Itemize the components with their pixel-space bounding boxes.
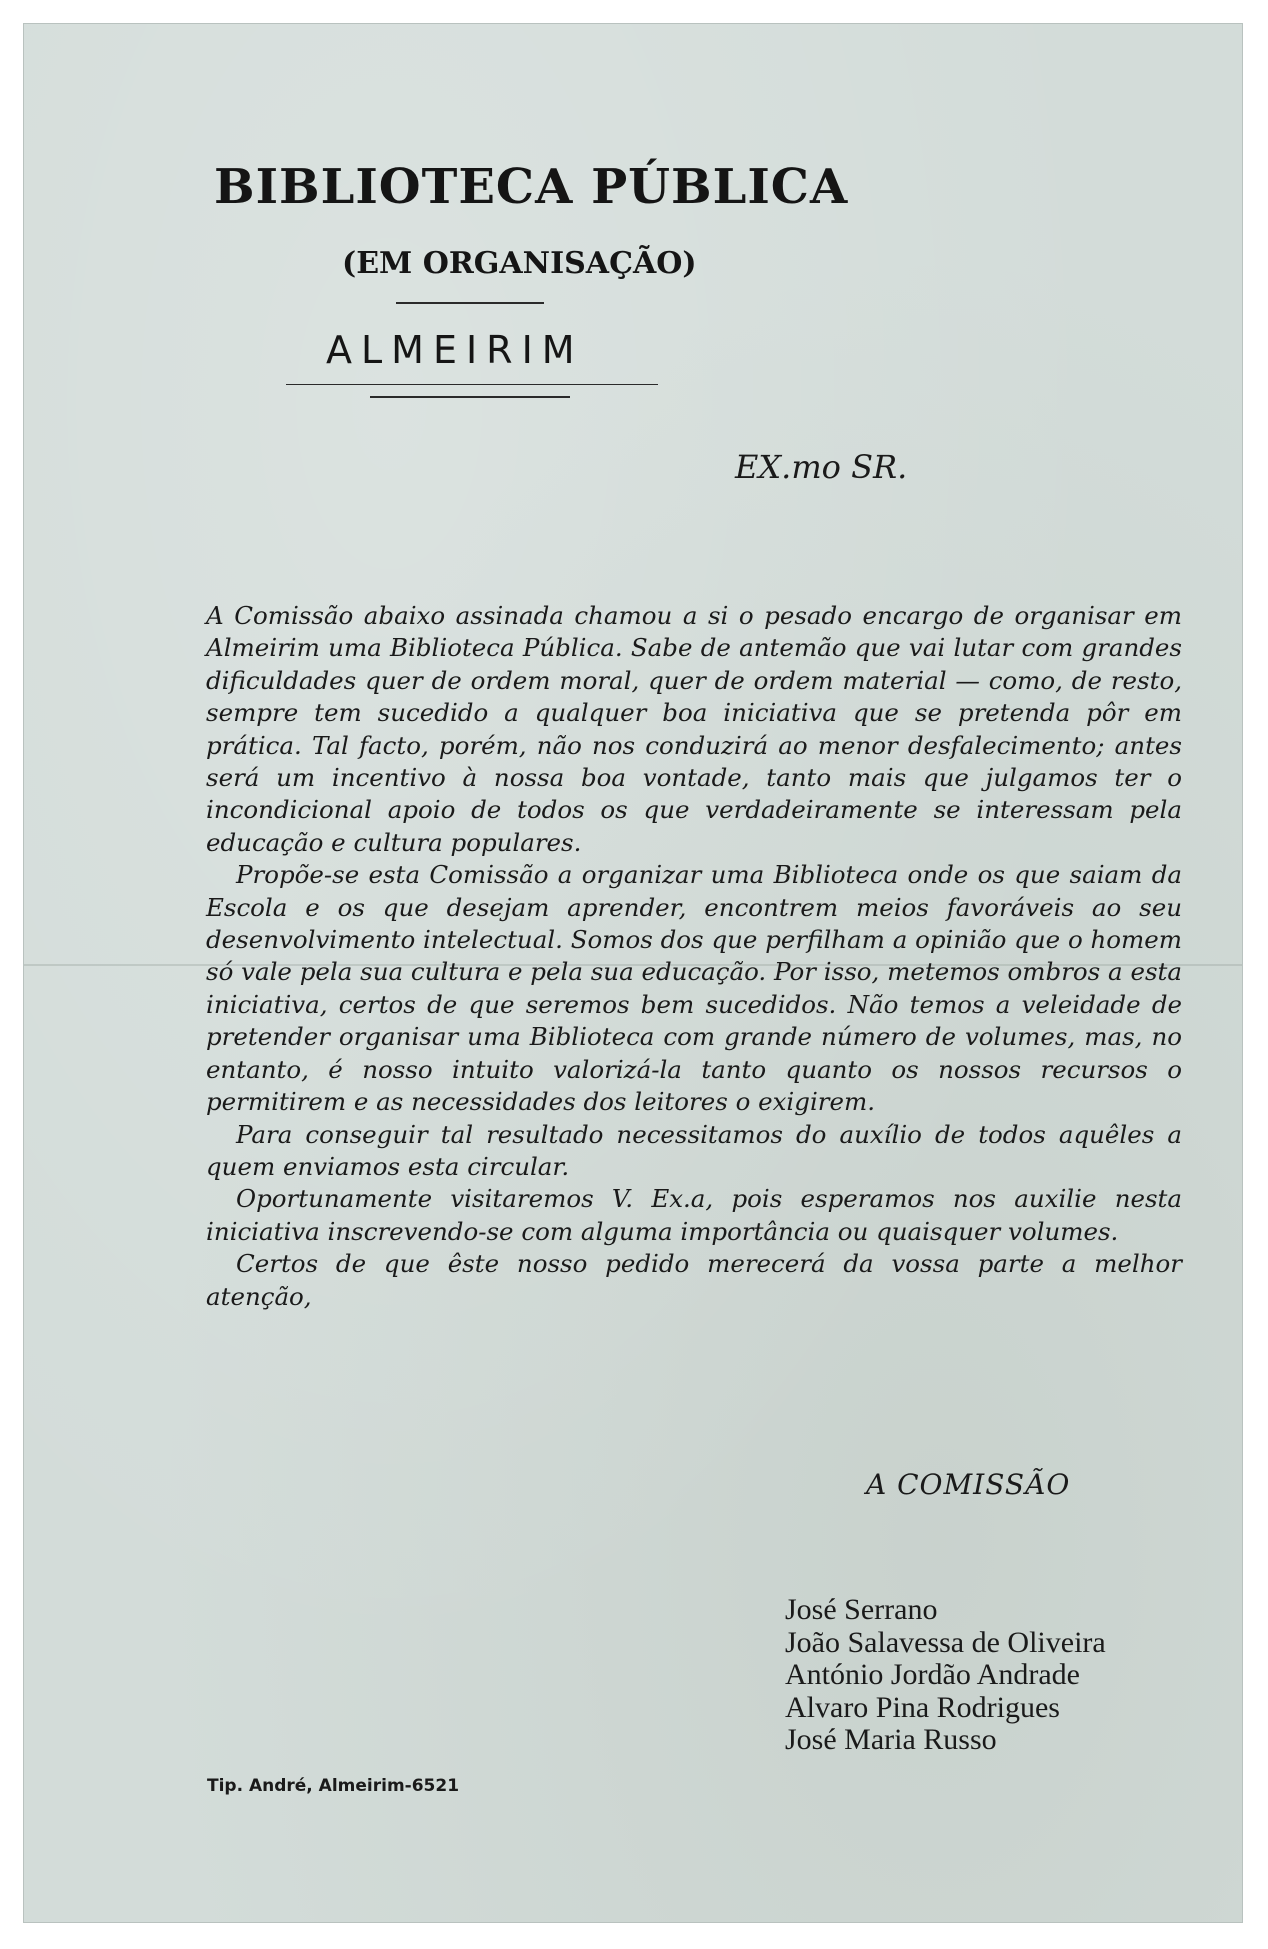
letterhead-title: BIBLIOTECA PÚBLICA bbox=[214, 159, 849, 215]
signatory-name: José Serrano bbox=[785, 1593, 938, 1626]
letterhead-place: ALMEIRIM bbox=[326, 328, 584, 372]
signatory-name: Alvaro Pina Rodrigues bbox=[785, 1690, 1060, 1724]
letterhead-subtitle: (EM ORGANISAÇÃO) bbox=[342, 246, 697, 281]
signatory-name: José Maria Russo bbox=[785, 1723, 997, 1756]
committee-heading: A COMISSÃO bbox=[866, 1468, 1071, 1501]
signatory-name: António Jordão Andrade bbox=[785, 1658, 1080, 1691]
letter-body bbox=[206, 600, 1182, 1313]
body-paragraph: Oportunamente visitaremos V. Ex.a, pois esperamos nos auxilie nesta iniciativa inscrevendo-se com alguma importância ou quaisquer volumes. bbox=[206, 1184, 1182, 1246]
salutation: EX.mo SR. bbox=[735, 448, 908, 486]
circular-letter bbox=[24, 24, 1242, 1922]
signatory-list bbox=[785, 1594, 1106, 1757]
printer-imprint: Tip. André, Almeirim-6521 bbox=[207, 1776, 460, 1796]
divider-rule bbox=[370, 396, 570, 398]
signatory-name: João Salavessa de Oliveira bbox=[785, 1625, 1106, 1659]
body-paragraph: Propõe-se esta Comissão a organizar uma Biblioteca onde os que saiam da Escola e os que desejam aprender, encontrem meios favoráveis ao seu desenvolvimento intelectual. Somos dos que perfilham a opinião que o homem só vale pela sua cultura e pela sua educação. Por isso, metemos ombros a esta iniciativa, certos de que seremos bem sucedidos. Não temos a veleidade de pretender organisar uma Biblioteca com grande número de volumes, mas, no entanto, é nosso intuito valorizá-la tanto quanto os nossos recursos o permitirem e as necessidades dos leitores o exigirem. bbox=[206, 860, 1182, 1117]
divider-rule bbox=[286, 384, 658, 385]
body-paragraph: A Comissão abaixo assinada chamou a si o pesado encargo de organisar em Almeirim uma Biblioteca Pública. Sabe de antemão que vai lutar com grandes dificuldades quer de ordem moral, quer de ordem material — como, de resto, sempre tem sucedido a qualquer boa iniciativa que se pretenda pôr em prática. Tal facto, porém, não nos conduzirá ao menor desfalecimento; antes será um incentivo à nossa boa vontade, tanto mais que julgamos ter o incondicional apoio de todos os que verdadeiramente se interessam pela educação e cultura populares. bbox=[206, 601, 1182, 857]
divider-rule bbox=[396, 302, 544, 304]
body-paragraph: Certos de que êste nosso pedido merecerá da vossa parte a melhor atenção, bbox=[206, 1249, 1182, 1311]
body-paragraph: Para conseguir tal resultado necessitamos do auxílio de todos aquêles a quem enviamos esta circular. bbox=[206, 1119, 1182, 1181]
